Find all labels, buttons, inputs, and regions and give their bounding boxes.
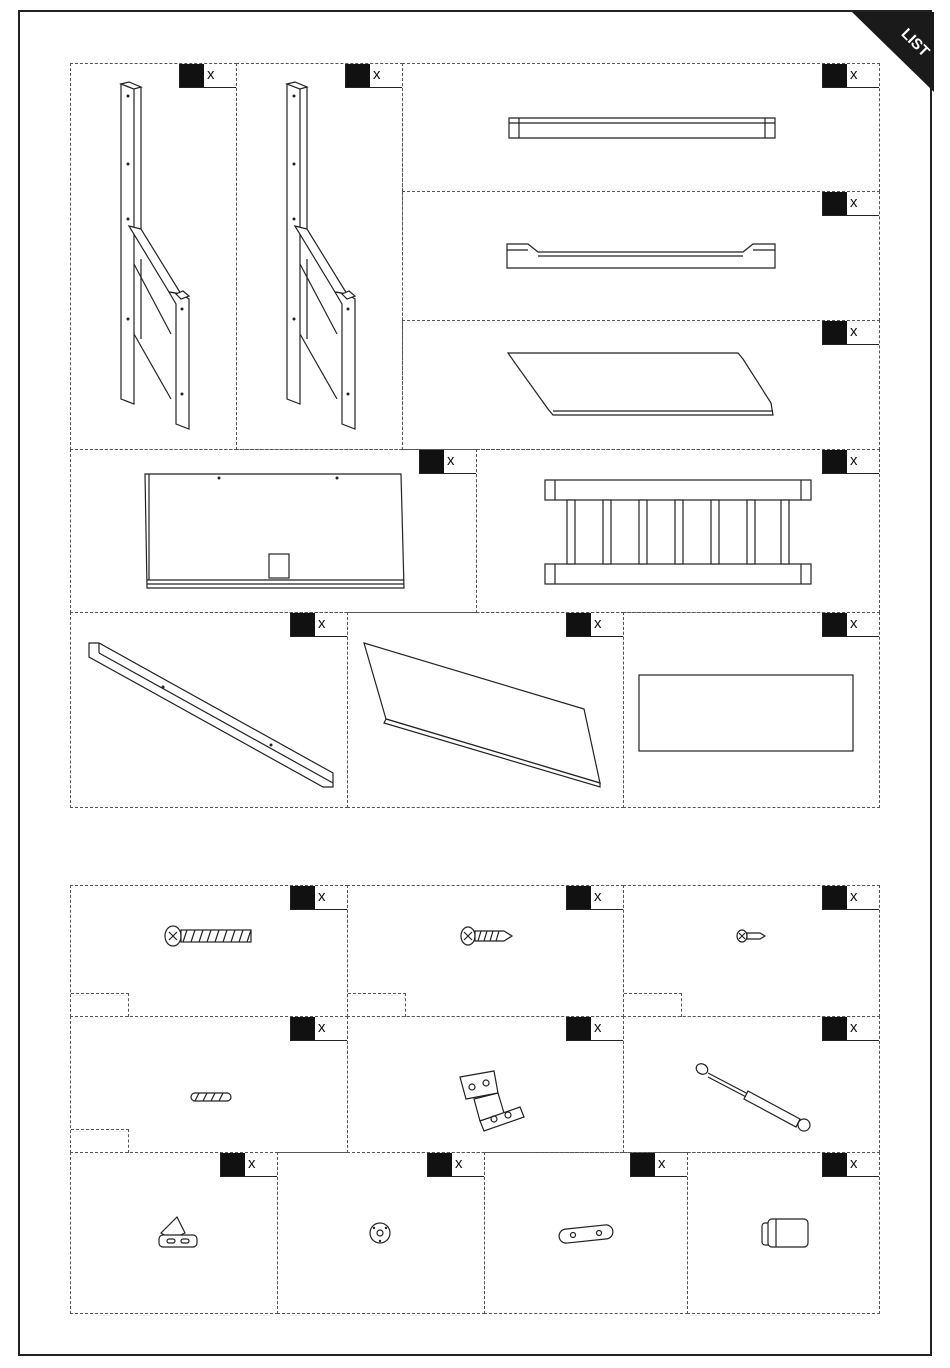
quantity-marker: x <box>850 66 858 83</box>
quantity-marker: x <box>248 1155 256 1172</box>
part-cell-side-frame-left <box>70 63 237 450</box>
flat-plate-icon <box>485 1153 689 1315</box>
hardware-cell-bracket-clip <box>70 1152 278 1314</box>
part-cell-shelf-board <box>402 320 880 450</box>
bracket-clip-icon <box>71 1153 279 1315</box>
round-connector-icon <box>278 1153 486 1315</box>
slatted-gate-icon <box>477 450 881 614</box>
hardware-cell-long-screw <box>70 885 348 1017</box>
hinge-icon <box>348 1017 625 1154</box>
quantity-marker: x <box>850 452 858 469</box>
quantity-marker: x <box>850 888 858 905</box>
hardware-cell-gas-strut <box>623 1016 880 1153</box>
side-frame-icon <box>237 64 404 451</box>
quantity-marker: x <box>318 888 326 905</box>
quantity-marker: x <box>594 888 602 905</box>
hardware-cell-round-connector <box>277 1152 485 1314</box>
quantity-marker: x <box>850 194 858 211</box>
small-screw-icon <box>624 886 881 1018</box>
quantity-marker: x <box>207 66 215 83</box>
hardware-cell-medium-screw <box>347 885 624 1017</box>
medium-screw-icon <box>348 886 625 1018</box>
hardware-cell-flat-plate <box>484 1152 688 1314</box>
long-strip-icon <box>71 613 349 809</box>
back-panel-icon <box>71 450 478 614</box>
quantity-marker: x <box>594 615 602 632</box>
quantity-marker: x <box>447 452 455 469</box>
quantity-marker: x <box>594 1019 602 1036</box>
hardware-cell-hinge <box>347 1016 624 1153</box>
lid-board-icon <box>348 613 625 809</box>
hardware-cell-magnetic-catch <box>687 1152 880 1314</box>
quantity-marker: x <box>850 615 858 632</box>
hardware-cell-dowel <box>70 1016 348 1153</box>
part-cell-handle-rail <box>402 191 880 321</box>
quantity-marker: x <box>373 66 381 83</box>
quantity-marker: x <box>850 1019 858 1036</box>
quantity-marker: x <box>850 323 858 340</box>
gas-strut-icon <box>624 1017 881 1154</box>
magnetic-catch-icon <box>688 1153 881 1315</box>
flat-panel-icon <box>624 613 881 809</box>
dowel-icon <box>71 1017 349 1154</box>
rail-icon <box>403 64 881 193</box>
quantity-marker: x <box>850 1155 858 1172</box>
part-cell-back-panel <box>70 449 477 613</box>
handle-rail-icon <box>403 192 881 322</box>
quantity-marker: x <box>318 1019 326 1036</box>
long-screw-icon <box>71 886 349 1018</box>
part-cell-lid-board <box>347 612 624 808</box>
part-cell-flat-panel <box>623 612 880 808</box>
quantity-marker: x <box>658 1155 666 1172</box>
part-cell-slatted-gate <box>476 449 880 613</box>
shelf-board-icon <box>403 321 881 451</box>
quantity-marker: x <box>318 615 326 632</box>
hardware-cell-small-screw <box>623 885 880 1017</box>
part-cell-side-frame-right <box>236 63 403 450</box>
quantity-marker: x <box>455 1155 463 1172</box>
part-cell-top-rail <box>402 63 880 192</box>
part-cell-long-strip <box>70 612 348 808</box>
side-frame-icon <box>71 64 238 451</box>
corner-label: LIST <box>897 25 933 61</box>
